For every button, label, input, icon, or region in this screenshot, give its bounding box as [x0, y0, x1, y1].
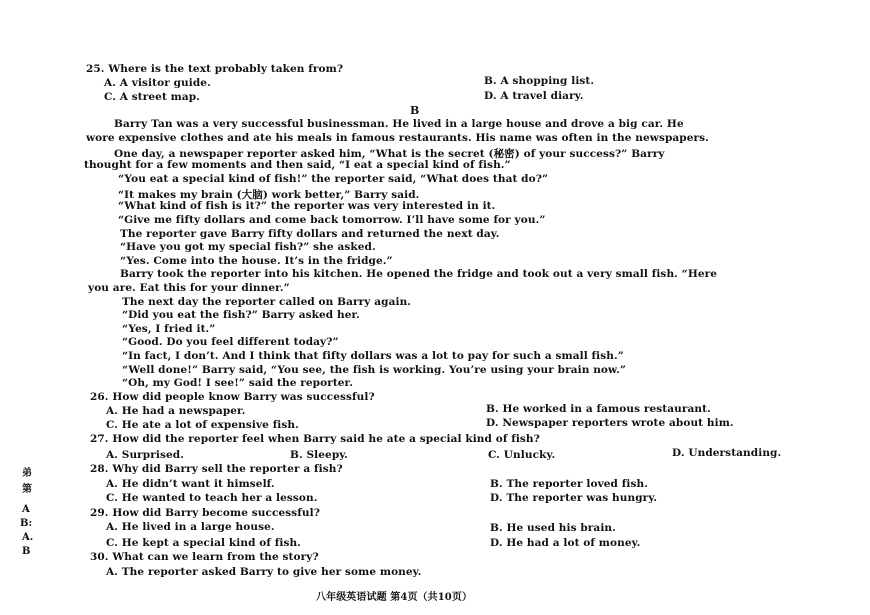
passage-line: “Yes. Come into the house. It’s in the fridge.”: [120, 255, 393, 267]
q25-option-a: A. A visitor guide.: [104, 77, 211, 89]
q26-option-c: C. He ate a lot of expensive fish.: [106, 419, 299, 431]
passage-line: you are. Eat this for your dinner.”: [88, 282, 290, 294]
passage-line: “It makes my brain (大脑) work better,” Barry said.: [118, 189, 420, 201]
passage-line: “What kind of fish is it?” the reporter was very interested in it.: [118, 200, 496, 212]
q26-stem: 26. How did people know Barry was successful?: [90, 391, 375, 403]
q29-option-b: B. He used his brain.: [490, 522, 616, 534]
q28-option-c: C. He wanted to teach her a lesson.: [106, 492, 318, 504]
q28-stem: 28. Why did Barry sell the reporter a fish?: [90, 463, 343, 475]
q25-option-b: B. A shopping list.: [484, 75, 595, 87]
passage-line: “In fact, I don’t. And I think that fifty dollars was a lot to pay for such a small fish.”: [122, 350, 624, 362]
q27-stem: 27. How did the reporter feel when Barry said he ate a special kind of fish?: [90, 433, 540, 445]
q30-stem: 30. What can we learn from the story?: [90, 551, 319, 563]
margin-mark: A.: [22, 532, 34, 543]
q26-option-b: B. He worked in a famous restaurant.: [486, 403, 711, 415]
q29-option-a: A. He lived in a large house.: [106, 521, 275, 533]
margin-mark: B:: [20, 518, 33, 529]
passage-line: One day, a newspaper reporter asked him, “What is the secret (秘密) of your success?” Barry: [114, 148, 665, 160]
margin-mark: A: [22, 504, 30, 515]
passage-line: “Give me fifty dollars and come back tomorrow. I’ll have some for you.”: [118, 214, 546, 226]
margin-mark: B: [22, 546, 31, 557]
q29-stem: 29. How did Barry become successful?: [90, 507, 320, 519]
passage-line: “Yes, I fried it.”: [122, 323, 216, 335]
margin-mark: 弟: [22, 468, 32, 479]
q30-option-a: A. The reporter asked Barry to give her some money.: [106, 566, 422, 578]
q27-option-a: A. Surprised.: [106, 449, 184, 461]
passage-line: wore expensive clothes and ate his meals in famous restaurants. His name was often in the newspapers.: [86, 132, 709, 144]
q28-option-a: A. He didn’t want it himself.: [106, 478, 275, 490]
q27-option-c: C. Unlucky.: [488, 449, 556, 461]
passage-line: The reporter gave Barry fifty dollars and returned the next day.: [120, 228, 500, 240]
passage-line: Barry took the reporter into his kitchen. He opened the fridge and took out a very small fish. “Here: [120, 268, 718, 280]
q29-option-d: D. He had a lot of money.: [490, 537, 641, 549]
q28-option-d: D. The reporter was hungry.: [490, 492, 658, 504]
q26-option-d: D. Newspaper reporters wrote about him.: [486, 417, 734, 429]
passage-line: Barry Tan was a very successful businessman. He lived in a large house and drove a big car. He: [114, 118, 684, 130]
passage-line: “Did you eat the fish?” Barry asked her.: [122, 309, 360, 321]
q26-option-a: A. He had a newspaper.: [106, 405, 246, 417]
passage-line: thought for a few moments and then said, “I eat a special kind of fish.”: [84, 159, 511, 171]
page-footer: 八年级英语试题 第4页（共10页）: [316, 592, 473, 603]
passage-line: “You eat a special kind of fish!” the reporter said, “What does that do?”: [118, 173, 549, 185]
q27-option-b: B. Sleepy.: [290, 449, 349, 461]
margin-mark: 第: [22, 484, 32, 495]
passage-line: “Well done!” Barry said, “You see, the fish is working. You’re using your brain now.”: [122, 364, 627, 376]
passage-line: The next day the reporter called on Barry again.: [122, 296, 412, 308]
passage-line: “Have you got my special fish?” she asked.: [120, 241, 376, 253]
q28-option-b: B. The reporter loved fish.: [490, 478, 648, 490]
q25-option-d: D. A travel diary.: [484, 90, 584, 102]
q29-option-c: C. He kept a special kind of fish.: [106, 537, 301, 549]
section-label: B: [410, 104, 420, 117]
q25-stem: 25. Where is the text probably taken from?: [86, 63, 344, 75]
passage-line: “Good. Do you feel different today?”: [122, 336, 339, 348]
passage-line: “Oh, my God! I see!” said the reporter.: [122, 377, 353, 389]
q27-option-d: D. Understanding.: [672, 447, 782, 459]
q25-option-c: C. A street map.: [104, 91, 200, 103]
